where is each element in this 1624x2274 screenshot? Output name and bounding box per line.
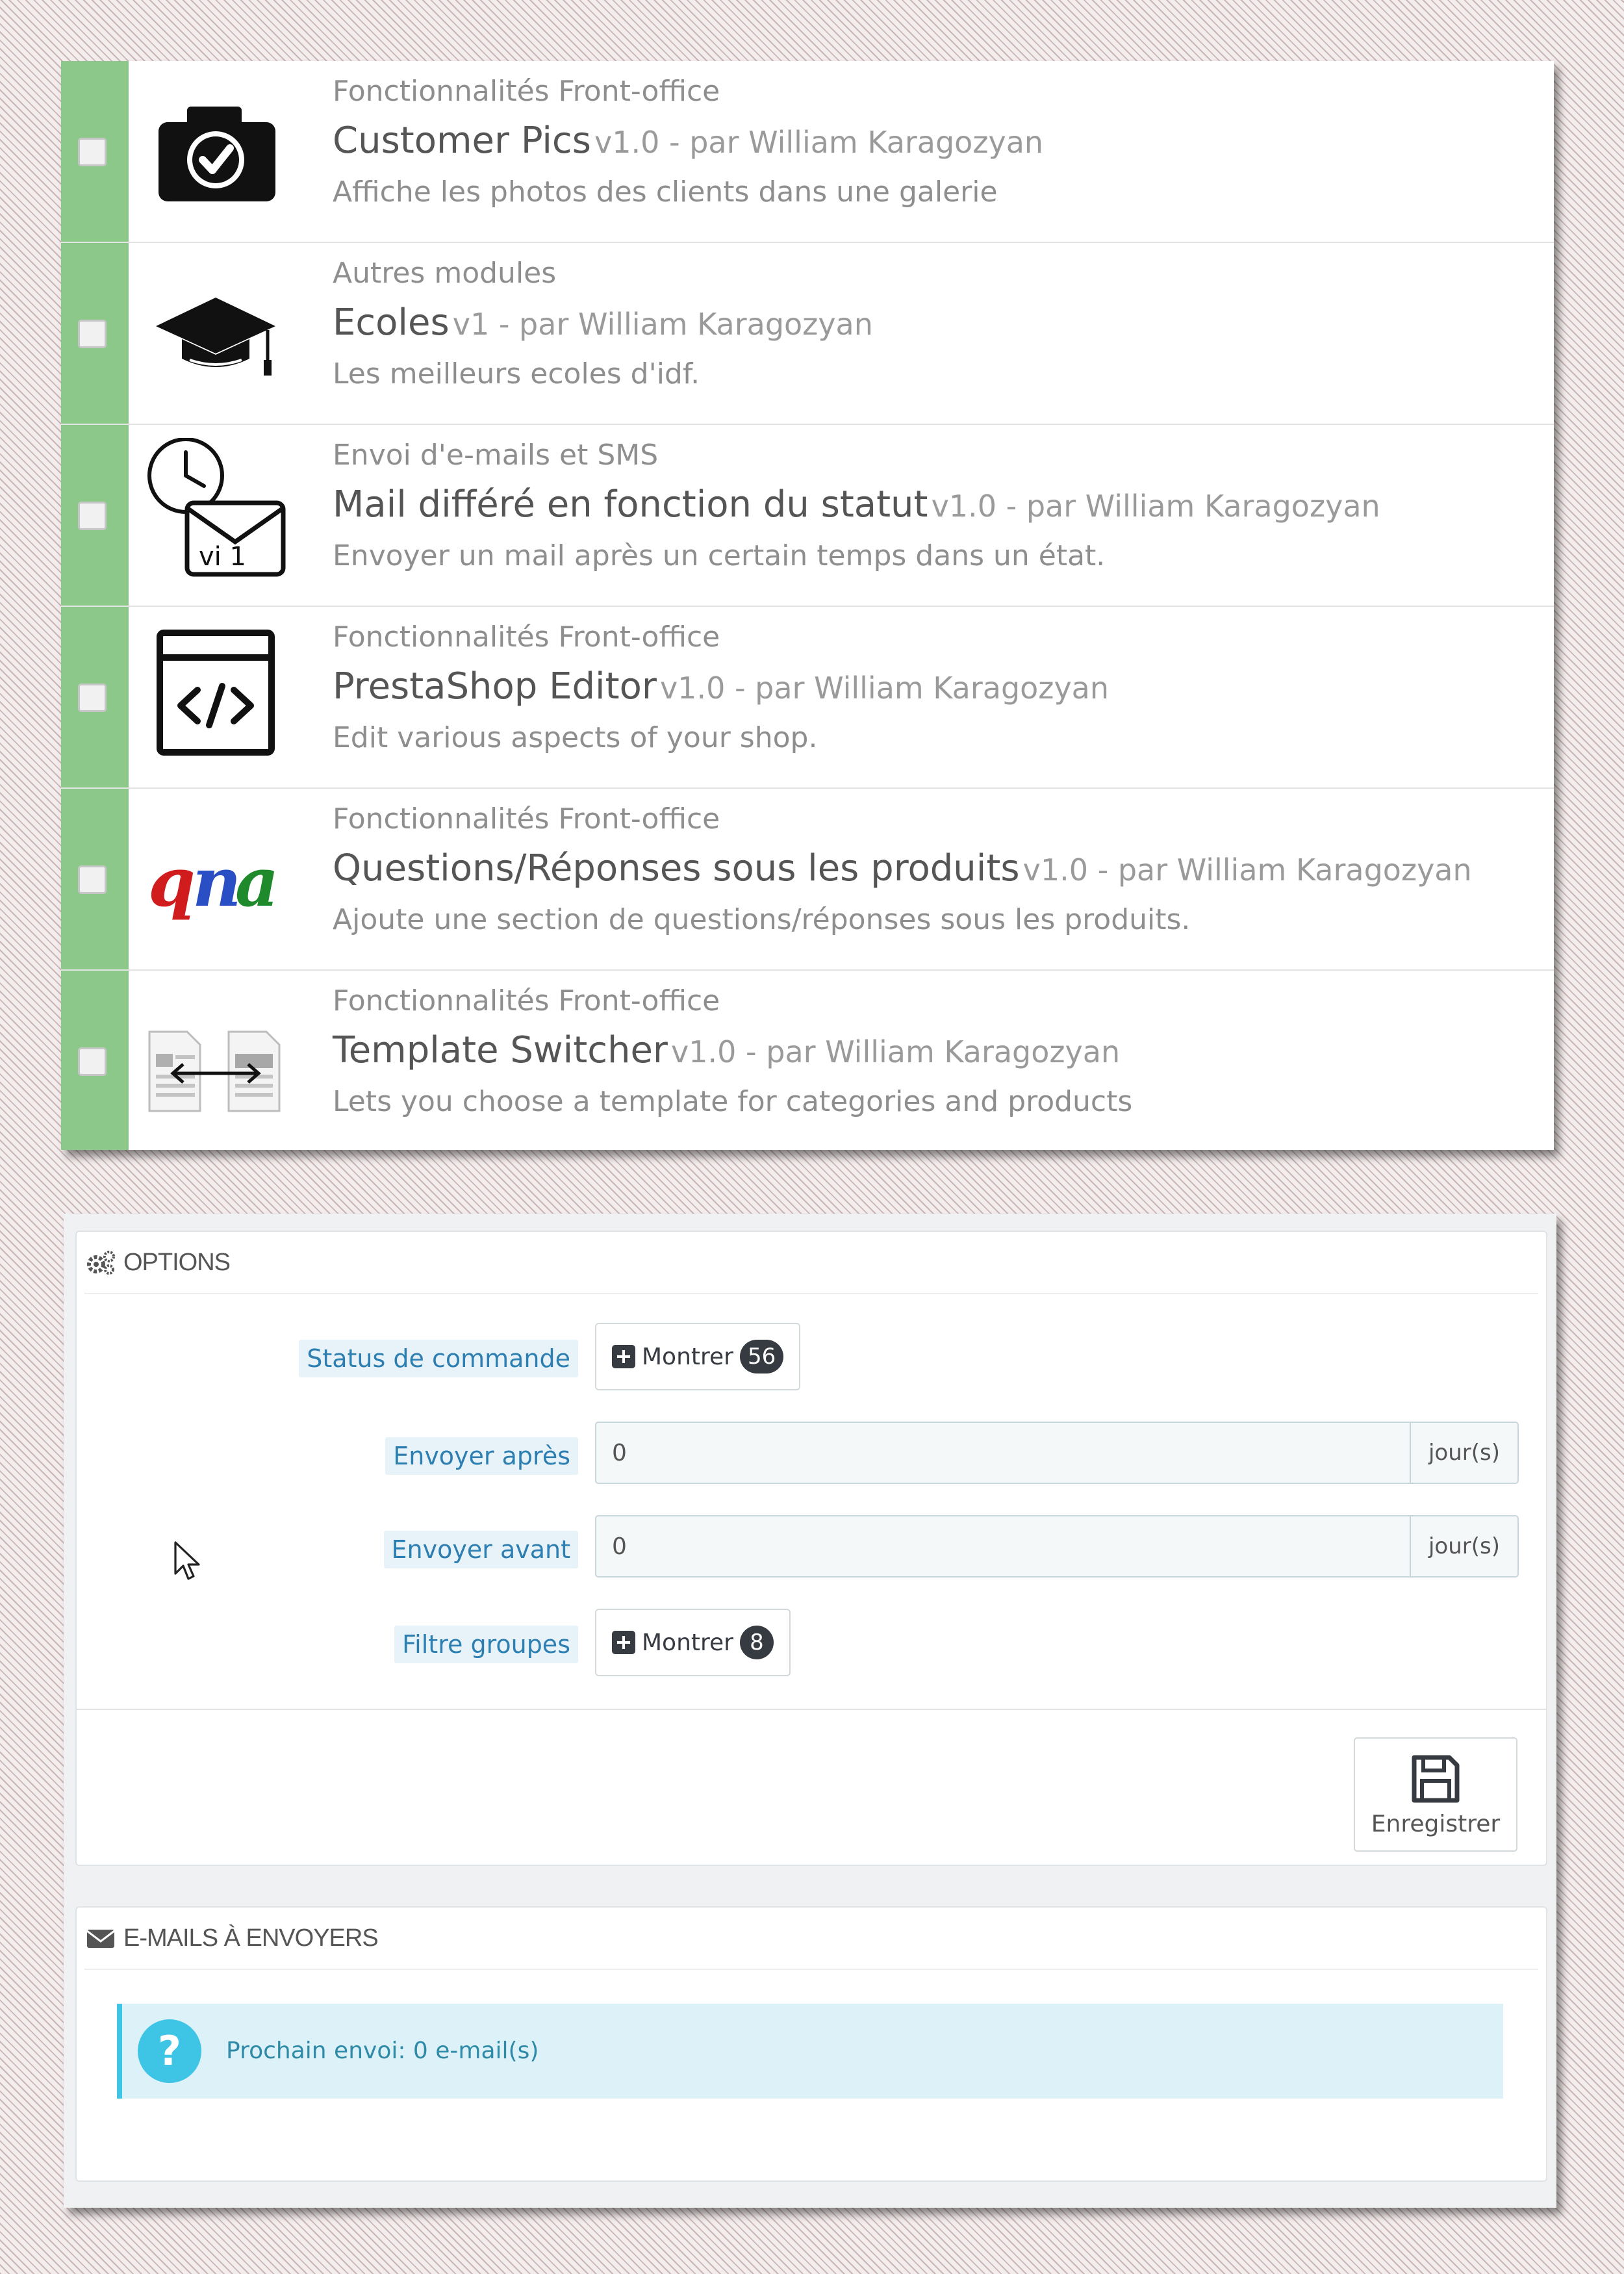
envelope-icon (84, 1922, 117, 1954)
show-button-label: Montrer (642, 1629, 733, 1656)
save-button-label: Enregistrer (1371, 1810, 1501, 1837)
gears-icon (84, 1246, 117, 1279)
module-row-questions-reponses[interactable] (61, 789, 1554, 971)
group-filter-label: Filtre groupes (394, 1626, 578, 1663)
row-checkbox[interactable] (78, 320, 107, 348)
code-window-icon (144, 626, 287, 763)
module-description: Les meilleurs ecoles d'idf. (333, 357, 700, 390)
row-checkbox[interactable] (78, 138, 107, 166)
next-send-info: Prochain envoi: 0 e-mail(s) (226, 2038, 539, 2064)
send-before-label: Envoyer avant (384, 1531, 578, 1568)
module-row-prestashop-editor[interactable] (61, 607, 1554, 789)
group-filter-count-badge: 8 (740, 1626, 774, 1659)
module-category: Fonctionnalités Front-office (333, 802, 720, 836)
module-row-ecoles[interactable] (61, 243, 1554, 425)
mouse-cursor-icon (174, 1541, 203, 1583)
module-list (61, 61, 1554, 1150)
emails-title: E-MAILS À ENVOYERS (123, 1924, 378, 1952)
graduation-cap-icon (144, 269, 287, 399)
send-before-input[interactable] (596, 1516, 1410, 1576)
send-after-input[interactable] (596, 1423, 1410, 1483)
send-before-unit: jour(s) (1410, 1516, 1517, 1576)
row-checkbox[interactable] (78, 865, 107, 894)
send-after-group (595, 1422, 1519, 1484)
module-category: Fonctionnalités Front-office (333, 984, 720, 1017)
options-title: OPTIONS (123, 1248, 231, 1276)
module-description: Affiche les photos des clients dans une galerie (333, 175, 998, 209)
order-status-show-button[interactable] (595, 1323, 800, 1390)
module-name: Customer Pics (333, 120, 591, 162)
module-category: Fonctionnalités Front-office (333, 75, 720, 108)
card-footer-divider (77, 1709, 1546, 1710)
svg-text:n: n (192, 842, 242, 922)
emails-card (75, 1906, 1547, 2182)
plus-square-icon (612, 1345, 635, 1368)
module-name: PrestaShop Editor (333, 665, 657, 708)
plus-square-icon (612, 1631, 635, 1654)
module-description: Envoyer un mail après un certain temps dans un état. (333, 539, 1106, 572)
svg-text:a: a (235, 842, 279, 922)
module-name: Mail différé en fonction du statut (333, 483, 928, 526)
module-row-template-switcher[interactable] (61, 971, 1554, 1150)
module-version-author: v1 - par William Karagozyan (452, 307, 873, 342)
clock-mail-icon (144, 438, 287, 581)
module-version-author: v1.0 - par William Karagozyan (1022, 852, 1472, 888)
order-status-label: Status de commande (299, 1340, 578, 1377)
row-checkbox[interactable] (78, 502, 107, 530)
emails-card-header (84, 1908, 1538, 1970)
qna-logo-icon (144, 815, 287, 945)
module-version-author: v1.0 - par William Karagozyan (659, 671, 1110, 706)
module-row-customer-pics[interactable] (61, 61, 1554, 243)
module-category: Envoi d'e-mails et SMS (333, 439, 659, 472)
options-card (75, 1231, 1547, 1866)
module-version-author: v1.0 - par William Karagozyan (931, 489, 1380, 524)
module-name: Template Switcher (333, 1029, 668, 1071)
template-switch-icon (144, 997, 287, 1127)
show-button-label: Montrer (642, 1343, 733, 1370)
row-checkbox[interactable] (78, 1047, 107, 1076)
module-name: Questions/Réponses sous les produits (333, 847, 1020, 889)
module-category: Fonctionnalités Front-office (333, 620, 720, 654)
info-alert (117, 2004, 1503, 2099)
send-after-label: Envoyer après (385, 1437, 578, 1475)
floppy-disk-icon (1409, 1752, 1462, 1806)
mail-icon-text: vi 1 (199, 542, 246, 572)
module-version-author: v1.0 - par William Karagozyan (671, 1034, 1121, 1069)
module-row-mail-differe[interactable] (61, 425, 1554, 607)
svg-text:?: ? (158, 2027, 181, 2075)
options-card-header (84, 1232, 1538, 1294)
module-description: Edit various aspects of your shop. (333, 721, 818, 754)
send-before-group (595, 1515, 1519, 1578)
module-version-author: v1.0 - par William Karagozyan (594, 125, 1044, 160)
module-description: Ajoute une section de questions/réponses sous les produits. (333, 902, 1191, 936)
send-after-unit: jour(s) (1410, 1423, 1517, 1483)
module-settings-panel (64, 1214, 1556, 2208)
row-checkbox[interactable] (78, 683, 107, 712)
save-button[interactable] (1354, 1737, 1517, 1852)
module-description: Lets you choose a template for categories and products (333, 1084, 1133, 1118)
module-category: Autres modules (333, 257, 557, 290)
module-name: Ecoles (333, 301, 450, 344)
svg-text:q: q (148, 842, 196, 922)
order-status-count-badge: 56 (740, 1340, 783, 1373)
question-circle-icon (138, 2019, 201, 2083)
camera-check-icon (144, 87, 287, 217)
group-filter-show-button[interactable] (595, 1609, 791, 1676)
